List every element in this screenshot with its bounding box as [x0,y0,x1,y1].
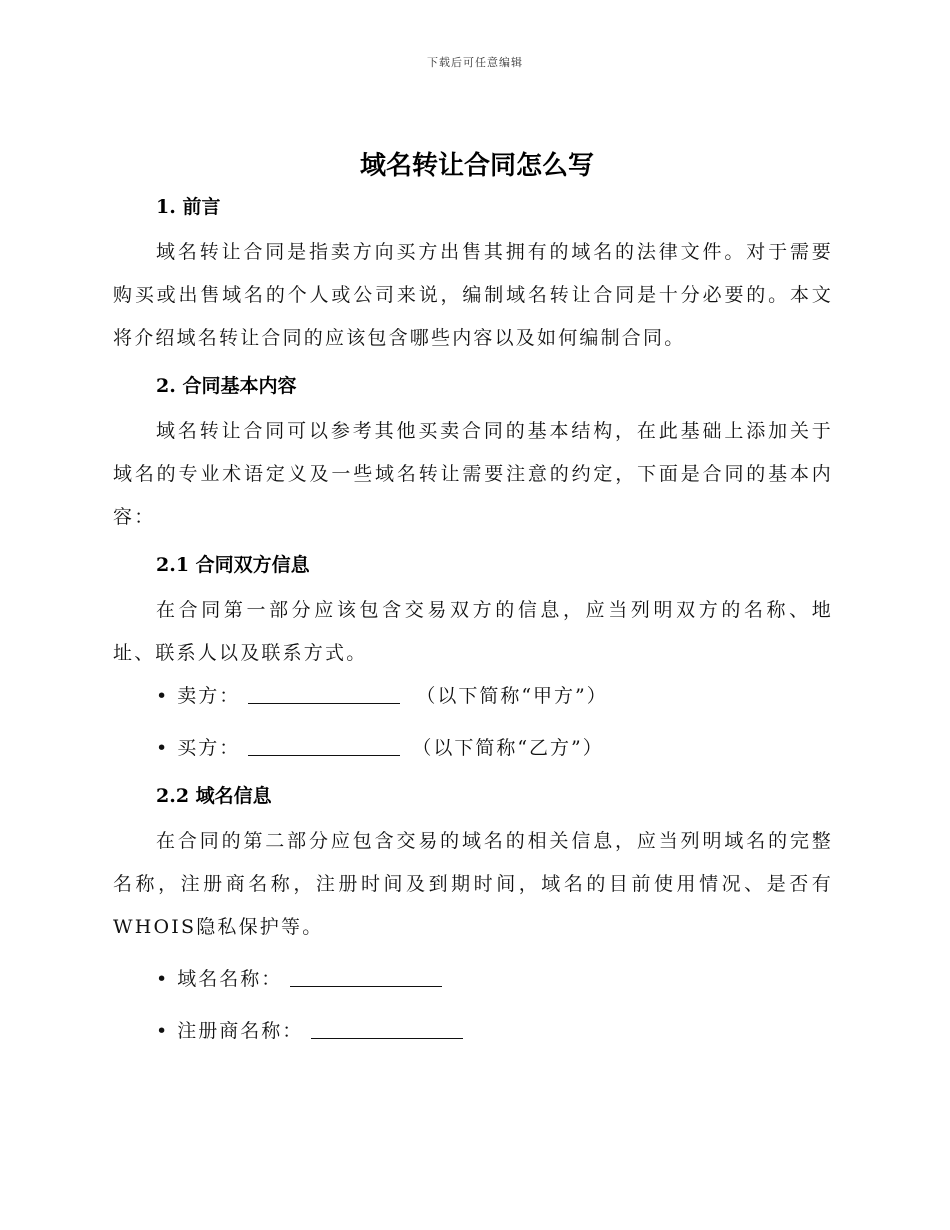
registrar-field [113,1010,833,1053]
buyer-note: （以下简称“乙方”） [412,737,604,759]
buyer-label: • 买方： [156,737,241,759]
section-heading-preface: 1. 前言 [156,196,221,218]
section-heading-parties: 2.1 合同双方信息 [156,554,310,576]
page-header-note: 下载后可任意编辑 [427,56,523,69]
registrar-blank-line [311,1016,463,1039]
domain-name-blank-line [290,964,442,987]
preface-paragraph: 域名转让合同是指卖方向买方出售其拥有的域名的法律文件。对于需要购买或出售域名的个人或公司来说，编制域名转让合同是十分必要的。本文将介绍域名转让合同的应该包含哪些内容以及如何编制合同。 [113,241,833,349]
section-heading-basic-content: 2. 合同基本内容 [156,375,297,397]
parties-paragraph: 在合同第一部分应该包含交易双方的信息，应当列明双方的名称、地址、联系人以及联系方式。 [113,599,833,664]
buyer-field [113,727,833,770]
seller-label: • 卖方： [156,685,241,707]
domain-name-label: • 域名名称： [156,968,283,990]
buyer-blank-line [248,733,400,756]
seller-field [113,675,833,718]
basic-content-paragraph: 域名转让合同可以参考其他买卖合同的基本结构，在此基础上添加关于域名的专业术语定义及一些域名转让需要注意的约定，下面是合同的基本内容： [113,420,833,528]
domain-info-paragraph: 在合同的第二部分应包含交易的域名的相关信息，应当列明域名的完整名称，注册商名称，注册时间及到期时间，域名的目前使用情况、是否有WHOIS隐私保护等。 [113,830,833,938]
domain-name-field [113,958,833,1001]
registrar-label: • 注册商名称： [156,1020,304,1042]
seller-note: （以下简称“甲方”） [416,685,608,707]
seller-blank-line [248,681,400,704]
document-body [113,148,833,1053]
document-title: 域名转让合同怎么写 [359,151,594,181]
section-heading-domain-info: 2.2 域名信息 [156,785,272,807]
